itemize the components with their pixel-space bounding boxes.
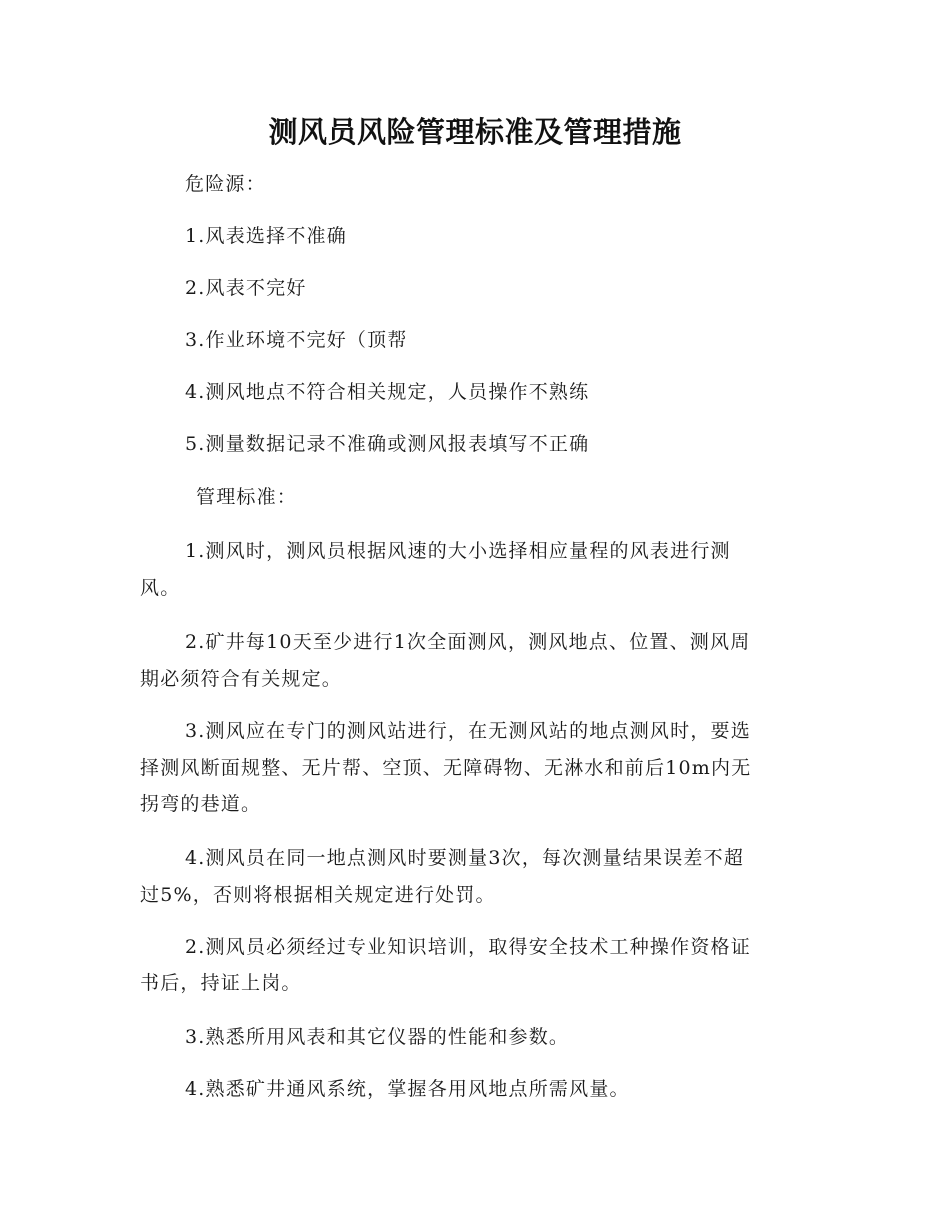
hazard-item-2: 2.风表不完好 <box>185 277 307 299</box>
hazard-item-3: 3.作业环境不完好（顶帮 <box>185 329 408 351</box>
standard-heading: 管理标准： <box>196 486 298 508</box>
standard-item-3-line-1: 3.测风应在专门的测风站进行，在无测风站的地点测风时，要选 <box>185 720 751 742</box>
standard-item-4-line-2: 过5%，否则将根据相关规定进行处罚。 <box>140 884 496 906</box>
hazard-item-4: 4.测风地点不符合相关规定，人员操作不熟练 <box>185 381 590 403</box>
standard-item-2-line-2: 期必须符合有关规定。 <box>140 668 343 690</box>
standard-item-2-line-1: 2.矿井每10天至少进行1次全面测风，测风地点、位置、测风周 <box>185 631 751 653</box>
standard-item-6: 3.熟悉所用风表和其它仪器的性能和参数。 <box>185 1026 570 1048</box>
standard-item-5-line-1: 2.测风员必须经过专业知识培训，取得安全技术工种操作资格证 <box>185 936 751 958</box>
hazard-item-1: 1.风表选择不准确 <box>185 225 347 247</box>
standard-item-5-line-2: 书后，持证上岗。 <box>140 972 302 994</box>
hazard-item-5: 5.测量数据记录不准确或测风报表填写不正确 <box>185 433 590 455</box>
standard-item-3-line-2: 择测风断面规整、无片帮、空顶、无障碍物、无淋水和前后10m内无 <box>140 757 752 779</box>
standard-item-4-line-1: 4.测风员在同一地点测风时要测量3次，每次测量结果误差不超 <box>185 847 745 869</box>
document-title: 测风员风险管理标准及管理措施 <box>268 115 682 149</box>
standard-item-1-line-2: 风。 <box>140 577 181 599</box>
standard-item-7: 4.熟悉矿井通风系统，掌握各用风地点所需风量。 <box>185 1078 630 1100</box>
standard-item-3-line-3: 拐弯的巷道。 <box>140 793 262 815</box>
hazard-heading: 危险源： <box>185 173 266 195</box>
standard-item-1-line-1: 1.测风时，测风员根据风速的大小选择相应量程的风表进行测 <box>185 540 731 562</box>
